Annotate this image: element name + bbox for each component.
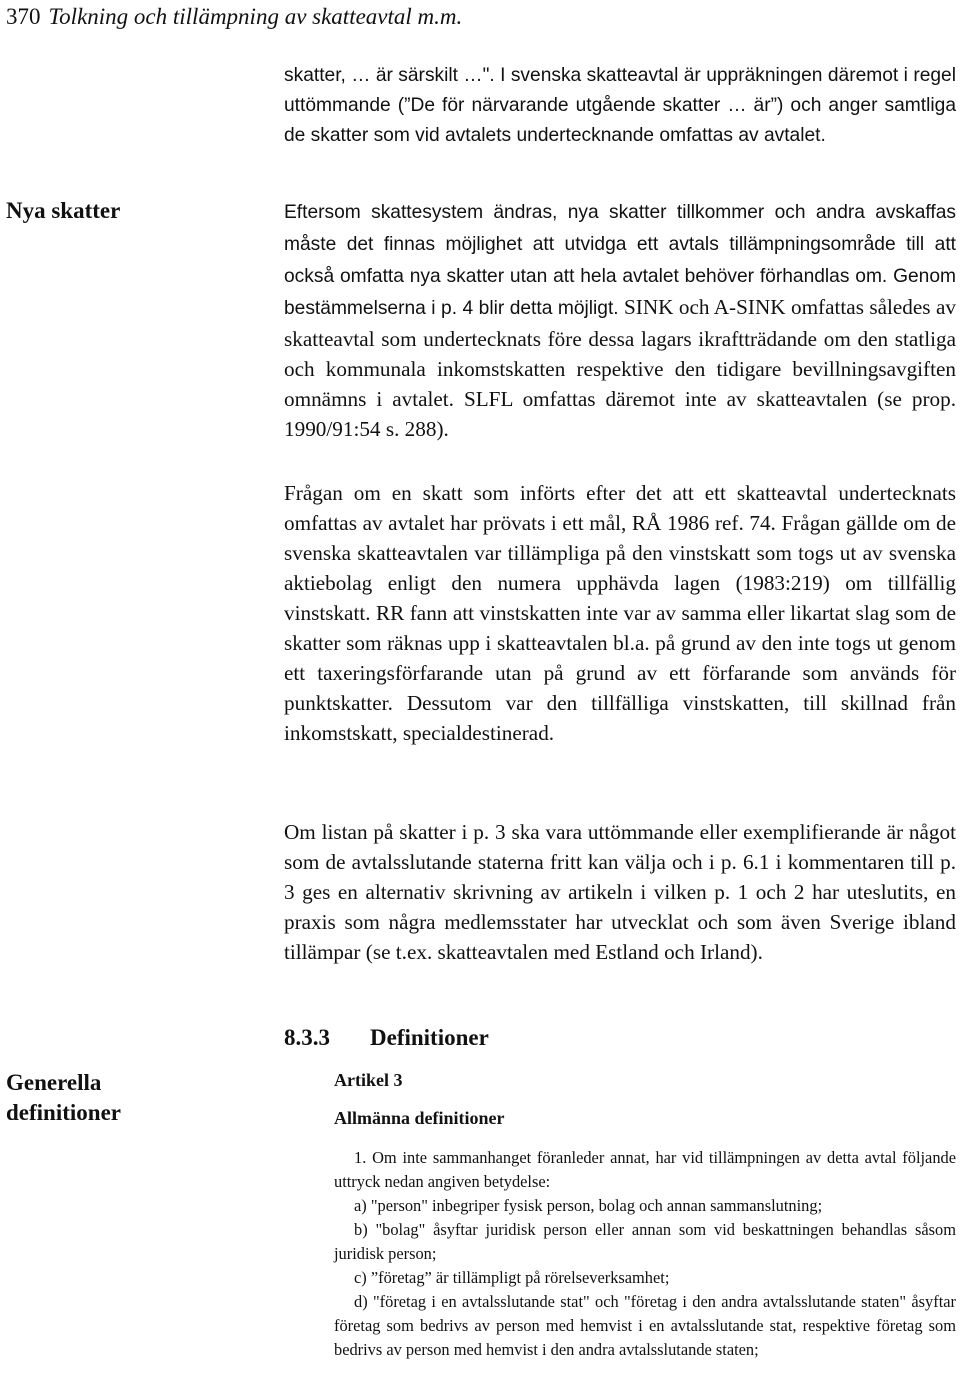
- legal-item-b: b) "bolag" åsyftar juridisk person eller annan som vid beskattningen behandlas såsom juridisk person;: [334, 1220, 956, 1263]
- page-number: 370: [6, 4, 41, 29]
- section-heading: [284, 1022, 489, 1054]
- running-header: [6, 2, 462, 32]
- margin-note-general-definitions: [6, 1068, 156, 1128]
- paragraph-case-law: Frågan om en skatt som införts efter det att ett skatteavtal undertecknats omfattas av avtalet har prövats i ett mål, RÅ 1986 ref. 74. Frågan gällde om de svenska skatteavtalen var tillämpliga på den vinstskatt som togs ut av svenska aktiebolag enligt den numera upphävda lagen (1983:219) om tillfällig vinstskatt. RR fann att vinstskatten inte var av samma eller likartat slag som de skatter som räknas upp i skatteavtalen bl.a. på grund av den inte togs ut genom ett taxeringsförfarande utan på grund av ett förfarande som används för punktskatter. Dessutom var den tillfälliga vinstskatten, till skillnad från inkomstskatt, specialdestinerad.: [284, 481, 956, 745]
- paragraph-new-taxes-part2: SINK och A-SINK omfattas således av skatteavtal som undertecknats före dessa lagars ikraftträdande om den statliga och kommunala inkomstskatten respektive den tidigare bevillningsavgiften omnämns i avtalet. SLFL omfattas däremot inte av skatteavtalen (se prop. 1990/91:54 s. 288).: [284, 295, 956, 441]
- section-title: Definitioner: [370, 1025, 489, 1050]
- legal-item-d: d) "företag i en avtalsslutande stat" och "företag i den andra avtalsslutande staten" åsyftar företag som bedrivs av person med hemvist i en avtalsslutande stat, respektive företag som bedrivs av person med hemvist i den andra avtalsslutande staten;: [334, 1292, 956, 1359]
- paragraph-exhaustive-list: Om listan på skatter i p. 3 ska vara uttömmande eller exemplifierande är något som de avtalsslutande staterna fritt kan välja och i p. 6.1 i kommentaren till p. 3 ges en alternativ skrivning av artikeln i vilken p. 1 och 2 har uteslutits, en praxis som några medlemsstater har utvecklat och som även Sverige ibland tillämpar (se t.ex. skatteavtalen med Estland och Irland).: [284, 820, 956, 964]
- margin-note-new-taxes: Nya skatter: [6, 198, 121, 223]
- paragraph-new-taxes-part1: Eftersom skattesystem ändras, nya skatter tillkommer och andra avskaffas måste det finnas möjlighet att utvidga ett avtals tillämpningsområde till att också omfatta nya skatter utan att hela avtalet behöver förhandlas om. Genom bestämmelserna i p. 4 blir detta möjligt.: [284, 202, 956, 319]
- paragraph-new-taxes: [284, 196, 956, 444]
- section-number: 8.3.3: [284, 1025, 330, 1050]
- article-label: Artikel 3: [334, 1070, 403, 1090]
- legal-item-a: a) "person" inbegriper fysisk person, bolag och annan sammanslutning;: [354, 1196, 823, 1215]
- article-heading: Allmänna definitioner: [334, 1108, 505, 1128]
- running-title: Tolkning och tillämpning av skatteavtal m.m.: [48, 4, 463, 29]
- margin-note-line: definitioner: [6, 1100, 121, 1125]
- legal-item-1: 1. Om inte sammanhanget föranleder annat, har vid tillämpningen av detta avtal följande uttryck nedan angiven betydelse:: [334, 1148, 956, 1191]
- legal-text: [334, 1146, 956, 1362]
- legal-item-c: c) ”företag” är tillämpligt på rörelseverksamhet;: [354, 1268, 670, 1287]
- margin-note-line: Generella: [6, 1070, 102, 1095]
- paragraph-intro: skatter, … är särskilt …". I svenska skatteavtal är uppräkningen däremot i regel uttömmande (”De för närvarande utgående skatter … är”) och anger samtliga de skatter som vid avtalets undertecknande omfattas av avtalet.: [284, 65, 956, 146]
